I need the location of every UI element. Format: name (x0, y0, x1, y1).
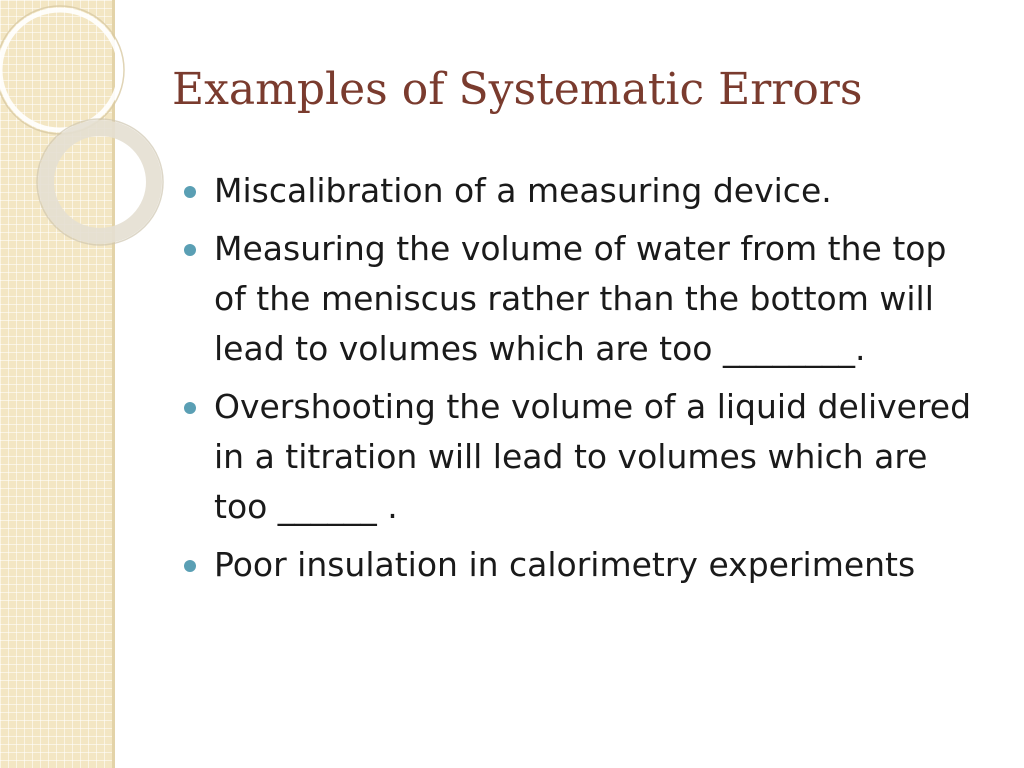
bullet-dot-icon (184, 402, 196, 414)
bullet-text: Measuring the volume of water from the top of the meniscus rather than the bottom will lead to volumes which are too ________. (214, 229, 947, 368)
bullet-text: Miscalibration of a measuring device. (214, 171, 832, 210)
bullet-text: Poor insulation in calorimetry experiments (214, 545, 916, 584)
slide-title: Examples of Systematic Errors (172, 64, 863, 115)
bullet-item (182, 382, 982, 532)
decorative-rings-icon (0, 0, 160, 260)
bullet-dot-icon (184, 560, 196, 572)
bullet-item (182, 224, 982, 374)
bullet-dot-icon (184, 186, 196, 198)
bullet-item (182, 540, 982, 590)
bullet-dot-icon (184, 244, 196, 256)
bullet-list (182, 166, 982, 598)
bullet-item (182, 166, 982, 216)
bullet-text: Overshooting the volume of a liquid delivered in a titration will lead to volumes which are too ______ . (214, 387, 972, 526)
